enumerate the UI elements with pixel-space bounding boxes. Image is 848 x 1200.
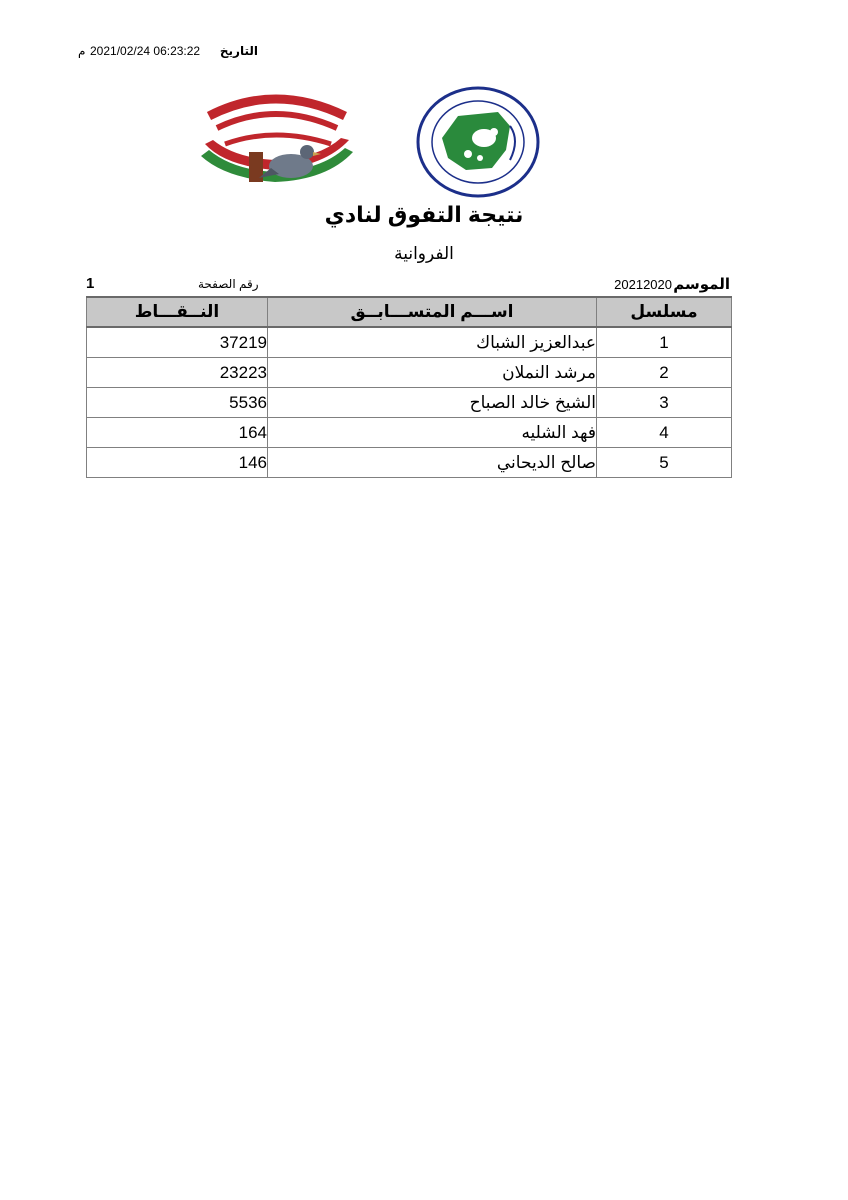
cell-name: مرشد النملان: [268, 358, 597, 388]
table-row: [87, 358, 732, 388]
federation-logo-icon: [414, 86, 542, 198]
table-row: [87, 418, 732, 448]
cell-points: 5536: [87, 388, 268, 418]
results-table: [86, 296, 732, 478]
cell-serial: 4: [597, 418, 732, 448]
report-date: [78, 44, 258, 62]
table-header-row: [87, 297, 732, 327]
date-label: التاريخ: [219, 44, 258, 58]
cell-serial: 1: [597, 327, 732, 358]
season-label: الموسم: [673, 276, 730, 293]
club-logo-icon: [195, 86, 357, 194]
cell-points: 23223: [87, 358, 268, 388]
club-name: الفروانية: [394, 244, 454, 263]
date-value: 2021/02/24 06:23:22: [90, 44, 201, 58]
cell-serial: 5: [597, 448, 732, 478]
cell-name: فهد الشليه: [268, 418, 597, 448]
cell-points: 164: [87, 418, 268, 448]
cell-serial: 3: [597, 388, 732, 418]
cell-points: 146: [87, 448, 268, 478]
cell-serial: 2: [597, 358, 732, 388]
season-value: 20212020: [614, 277, 672, 292]
season-page-line: [86, 275, 730, 295]
header-name: اســـم المتســـابــق: [268, 297, 597, 327]
page-label: رقم الصفحة: [198, 277, 259, 291]
header-serial: مسلسل: [597, 297, 732, 327]
table-row: [87, 388, 732, 418]
table-row: [87, 327, 732, 358]
header-points: النــقـــاط: [87, 297, 268, 327]
page-number: 1: [86, 275, 95, 292]
cell-points: 37219: [87, 327, 268, 358]
report-title: نتيجة التفوق لنادي: [324, 202, 524, 227]
cell-name: عبدالعزيز الشباك: [268, 327, 597, 358]
date-suffix: م: [78, 44, 86, 58]
cell-name: صالح الديحاني: [268, 448, 597, 478]
cell-name: الشيخ خالد الصباح: [268, 388, 597, 418]
table-row: [87, 448, 732, 478]
